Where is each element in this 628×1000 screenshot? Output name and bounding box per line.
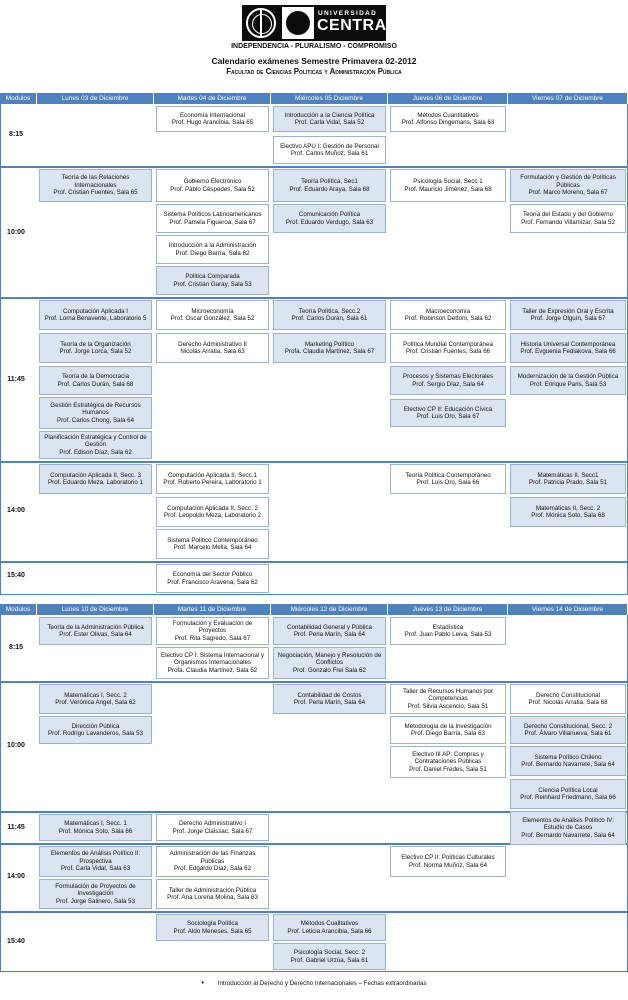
exam-cell: Sistema Político Contemporáneo Prof. Marcelo Mella, Sala 64 [156,529,269,559]
exam-cell: Teoría del Estado y del Gobierno Prof. Fernando Villamizar, Sala 52 [510,204,626,233]
exam-cell: Planificación Estratégica y Control de Gestión Prof. Edison Díaz, Sala 62 [39,431,152,459]
globe-emblem-icon [246,8,276,38]
week2-slot-divider [0,681,628,683]
week1-slot-divider [0,297,628,299]
exam-cell: Psicología Social, Secc 1 Prof. Mauricio Jiménez, Sala 68 [390,169,506,202]
week1-header-tuesday: Martes 04 de Diciembre [154,93,271,104]
exam-cell: Metodología de la Investigación Prof. Diego Barría, Sala 63 [390,716,506,744]
footer-note [0,980,628,987]
week1-header-monday: Lunes 03 de Diciembre [37,93,154,104]
exam-cell: Macroeconomía Prof. Robinson Dettoni, Sala 62 [390,300,506,330]
page-title: Calendario exámenes Semestre Primavera 02-2012 [211,56,417,66]
footer-note-text: Introducción al Derecho y Derecho Internacionales – Fechas extraordinarias [217,980,427,987]
exam-cell: Procesos y Sistemas Electorales Prof. Sergio Díaz, Sala 64 [390,366,506,395]
exam-cell: Marketing Político Profa. Claudia Martínez, Sala 67 [273,333,386,363]
exam-cell: Derecho Constitucional, Secc. 2 Prof. Álvaro Villanueva, Sala 61 [510,716,626,744]
exam-cell: Contabilidad de Costos Prof. Perla Marín, Sala 64 [273,684,386,714]
exam-cell: Matemáticas II, Secc1 Prof. Patricia Prado, Sala 51 [510,464,626,494]
week1-time-1145: 11:45 [7,376,25,383]
logo-text-central: CENTRAL [317,17,397,34]
exam-cell: Negociación, Manejo y Resolución de Conflictos Prof. Gonzalo Frei Sala 62 [273,647,386,679]
exam-cell: Formulación y Gestión de Políticas Públicas Prof. Marco Moreno, Sala 67 [510,169,626,202]
exam-cell: Economía Internacional Prof. Hugo Arancibia, Sala 65 [156,106,269,132]
exam-cell: Teoría de la Organización Prof. Jorge Lorca, Sala 52 [39,333,152,363]
exam-cell: Historia Universal Contemporánea Prof. Evguenia Fediakova, Sala 66 [510,333,626,363]
exam-cell: Introducción a la Ciencia Política Prof. Carla Vidal, Sala 52 [273,106,386,132]
exam-cell: Computación Aplicada I Prof. Lorna Benavente, Laboratorio 5 [39,300,152,330]
exam-cell: Teoría de la Democracia Prof. Carlos Durán, Sala 68 [39,366,152,395]
week2-time-1540: 15:40 [7,938,25,945]
logo-text-universidad: UNIVERSIDAD [318,10,378,17]
exam-cell: Gobierno Electrónico Prof. Pablo Céspedes, Sala 52 [156,169,269,202]
exam-cell: Taller de Administración Pública Prof. Ana Lorena Molina, Sala 63 [156,879,269,909]
exam-cell: Matemáticas I, Secc. 2 Prof. Verónica Angel, Sala 62 [39,684,152,714]
week2-header-modulos: Modulos [0,604,37,615]
exam-cell: Política Mundial Contemporánea Prof. Cristián Fuentes, Sala 66 [390,333,506,363]
week1-header-wednesday: Miércoles 05 Diciembre [271,93,388,104]
exam-cell: Ciencia Política Local Prof. Reinhard Friedmann, Sala 66 [510,779,626,809]
university-logo [242,5,397,41]
logo-mark-icon [282,7,314,39]
exam-cell: Elementos de Análisis Político IV: Estudio de Casos Prof. Bernardo Navarrete, Sala 64 [510,811,626,845]
week1-time-1400: 14:00 [7,507,25,514]
week2-time-0815: 8:15 [8,644,23,651]
exam-cell: Métodos Cuantitativos Prof. Alfonso Dingemans, Sala 63 [390,106,506,132]
exam-cell: Taller de Recursos Humanos por Competencias Prof. Silvia Ascencio, Sala 51 [390,684,506,714]
faculty-subtitle: Facultad de Ciencias Políticas y Administración Pública [226,67,402,76]
exam-cell: Electivo CP II: Educación Cívica Prof. Luis Oro, Sala 67 [390,399,506,427]
exam-cell: Electivo CP II: Políticas Culturales Prof. Norma Muñoz, Sala 64 [390,846,506,877]
exam-cell: Teoría de las Relaciones Internacionales Prof. Cristian Fuentes, Sala 65 [39,169,152,202]
week1-time-1540: 15:40 [7,572,25,579]
exam-cell: Electivo III AP: Compras y Contrataciones Públicas Prof. Daniel Fredes, Sala 51 [390,746,506,778]
exam-cell: Matemáticas I, Secc. 1 Prof. Mónica Soto, Sala 66 [39,814,152,841]
exam-cell: Derecho Constitucional Prof. Nicolás Arratia, Sala 68 [510,684,626,714]
exam-cell: Formulación y Evaluación de Proyectos Prof. Rita Sagredo, Sala 67 [156,617,269,645]
week2-header-tuesday: Martes 11 de Diciembre [154,604,271,615]
exam-cell: Taller de Expresión Oral y Escrita Prof. Jorge Olguín, Sala 67 [510,300,626,330]
exam-cell: Métodos Cualitativos Prof. Leticia Arancibia, Sala 66 [273,914,386,941]
week2-header-friday: Viernes 14 de Diciembre [508,604,628,615]
exam-cell: Teoría Política, Sec1 Prof. Eduardo Araya, Sala 68 [273,169,386,202]
week2-header-monday: Lunes 10 de Diciembre [37,604,154,615]
week2-header-thursday: Jueves 13 de Diciembre [388,604,508,615]
exam-cell: Elementos de Análisis Político II: Prospectiva Prof. Carla Vidal, Sala 63 [39,846,152,877]
exam-cell: Matemáticas II, Secc. 2 Prof. Mónica Soto, Sala 68 [510,497,626,527]
exam-cell: Derecho Administrativo II Nicolás Arratia, Sala 63 [156,333,269,363]
week2-header-wednesday: Miércoles 12 de Diciembre [271,604,388,615]
week1-time-0815: 8:15 [8,131,23,138]
exam-cell: Dirección Pública Prof. Rodrigo Lavanderos, Sala 53 [39,716,152,744]
exam-cell: Computación Aplicada II, Secc. 3 Prof. Eduardo Meza, Laboratorio 1 [39,464,152,494]
week1-slot-divider [0,561,628,563]
exam-cell: Gestión Estratégica de Recursos Humanos Prof. Carlos Chong, Sala 64 [39,397,152,429]
exam-cell: Sistema Político Chileno Prof. Bernardo Navarrete, Sala 64 [510,746,626,776]
exam-cell: Electivo APU I: Gestión de Personal Prof. Carlos Muñoz, Sala 61 [273,136,386,164]
exam-cell: Derecho Administrativo I Prof. Jorge Claissac, Sala 67 [156,814,269,841]
week1-header-modulos: Modulos [0,93,37,104]
exam-cell: Sistema Políticos Latinoamericanos Prof. Pamela Figueroa, Sala 67 [156,204,269,233]
exam-cell: Comunicación Política Prof. Eduardo Verdugo, Sala 63 [273,204,386,233]
week1-header-friday: Viernes 07 de Diciembre [508,93,628,104]
bullet-icon: • [201,980,204,987]
exam-cell: Microeconomía Prof. Oscar González, Sala 52 [156,300,269,330]
week2-time-1400: 14:00 [7,873,25,880]
exam-cell: Economía del Sector Público Prof. Francisco Aravena, Sala 62 [156,564,269,593]
exam-cell: Modernización de la Gestión Pública Prof. Enrique Paris, Sala 53 [510,366,626,395]
exam-cell: Teoría Política Contemporáneo Prof. Luis Oro, Sala 66 [390,464,506,494]
week1-slot-divider [0,166,628,168]
week1-header-thursday: Jueves 06 de Diciembre [388,93,508,104]
exam-cell: Teoría Política, Secc.2 Prof. Carlos Durán, Sala 61 [273,300,386,330]
exam-cell: Administración de las Finanzas Públicas Prof. Edgardo Díaz, Sala 62 [156,846,269,877]
exam-cell: Sociología Política Prof. Aldo Meneses, Sala 65 [156,914,269,941]
exam-cell: Política Comparada Prof. Cristián Garay, Sala 53 [156,266,269,295]
exam-cell: Psicología Social, Secc. 2 Prof. Gabriel Urzúa, Sala 61 [273,943,386,970]
exam-cell: Teoría de la Administración Pública Prof. Ester Olivas, Sala 64 [39,617,152,645]
week2-slot-divider [0,911,628,913]
exam-cell: Electivo CP I: Sistema Internacional y Organismos Internacionales Profa. Claudia Martínez, Sala 52 [156,647,269,679]
exam-cell: Formulación de Proyectos de Investigación Prof. Jorge Salinero, Sala 53 [39,879,152,909]
week1-slot-divider [0,461,628,463]
exam-cell: Computación Aplicada II, Secc.1 Prof. Roberto Pereira, Laboratorio 1 [156,464,269,494]
university-motto: INDEPENDENCIA - PLURALISMO - COMPROMISO [231,43,397,50]
week2-time-1145: 11:45 [7,824,25,831]
exam-cell: Estadística Prof. Juan Pablo Leiva, Sala 53 [390,617,506,645]
exam-cell: Computación Aplicada II, Secc. 2 Prof. Leopoldo Meza, Laboratorio 2 [156,497,269,527]
week1-time-1000: 10:00 [7,229,25,236]
week2-time-1000: 10:00 [7,742,25,749]
exam-cell: Contabilidad General y Pública Prof. Perla Marín, Sala 64 [273,617,386,645]
exam-cell: Introducción a la Administración Prof. Diego Barría, Sala 62 [156,235,269,264]
